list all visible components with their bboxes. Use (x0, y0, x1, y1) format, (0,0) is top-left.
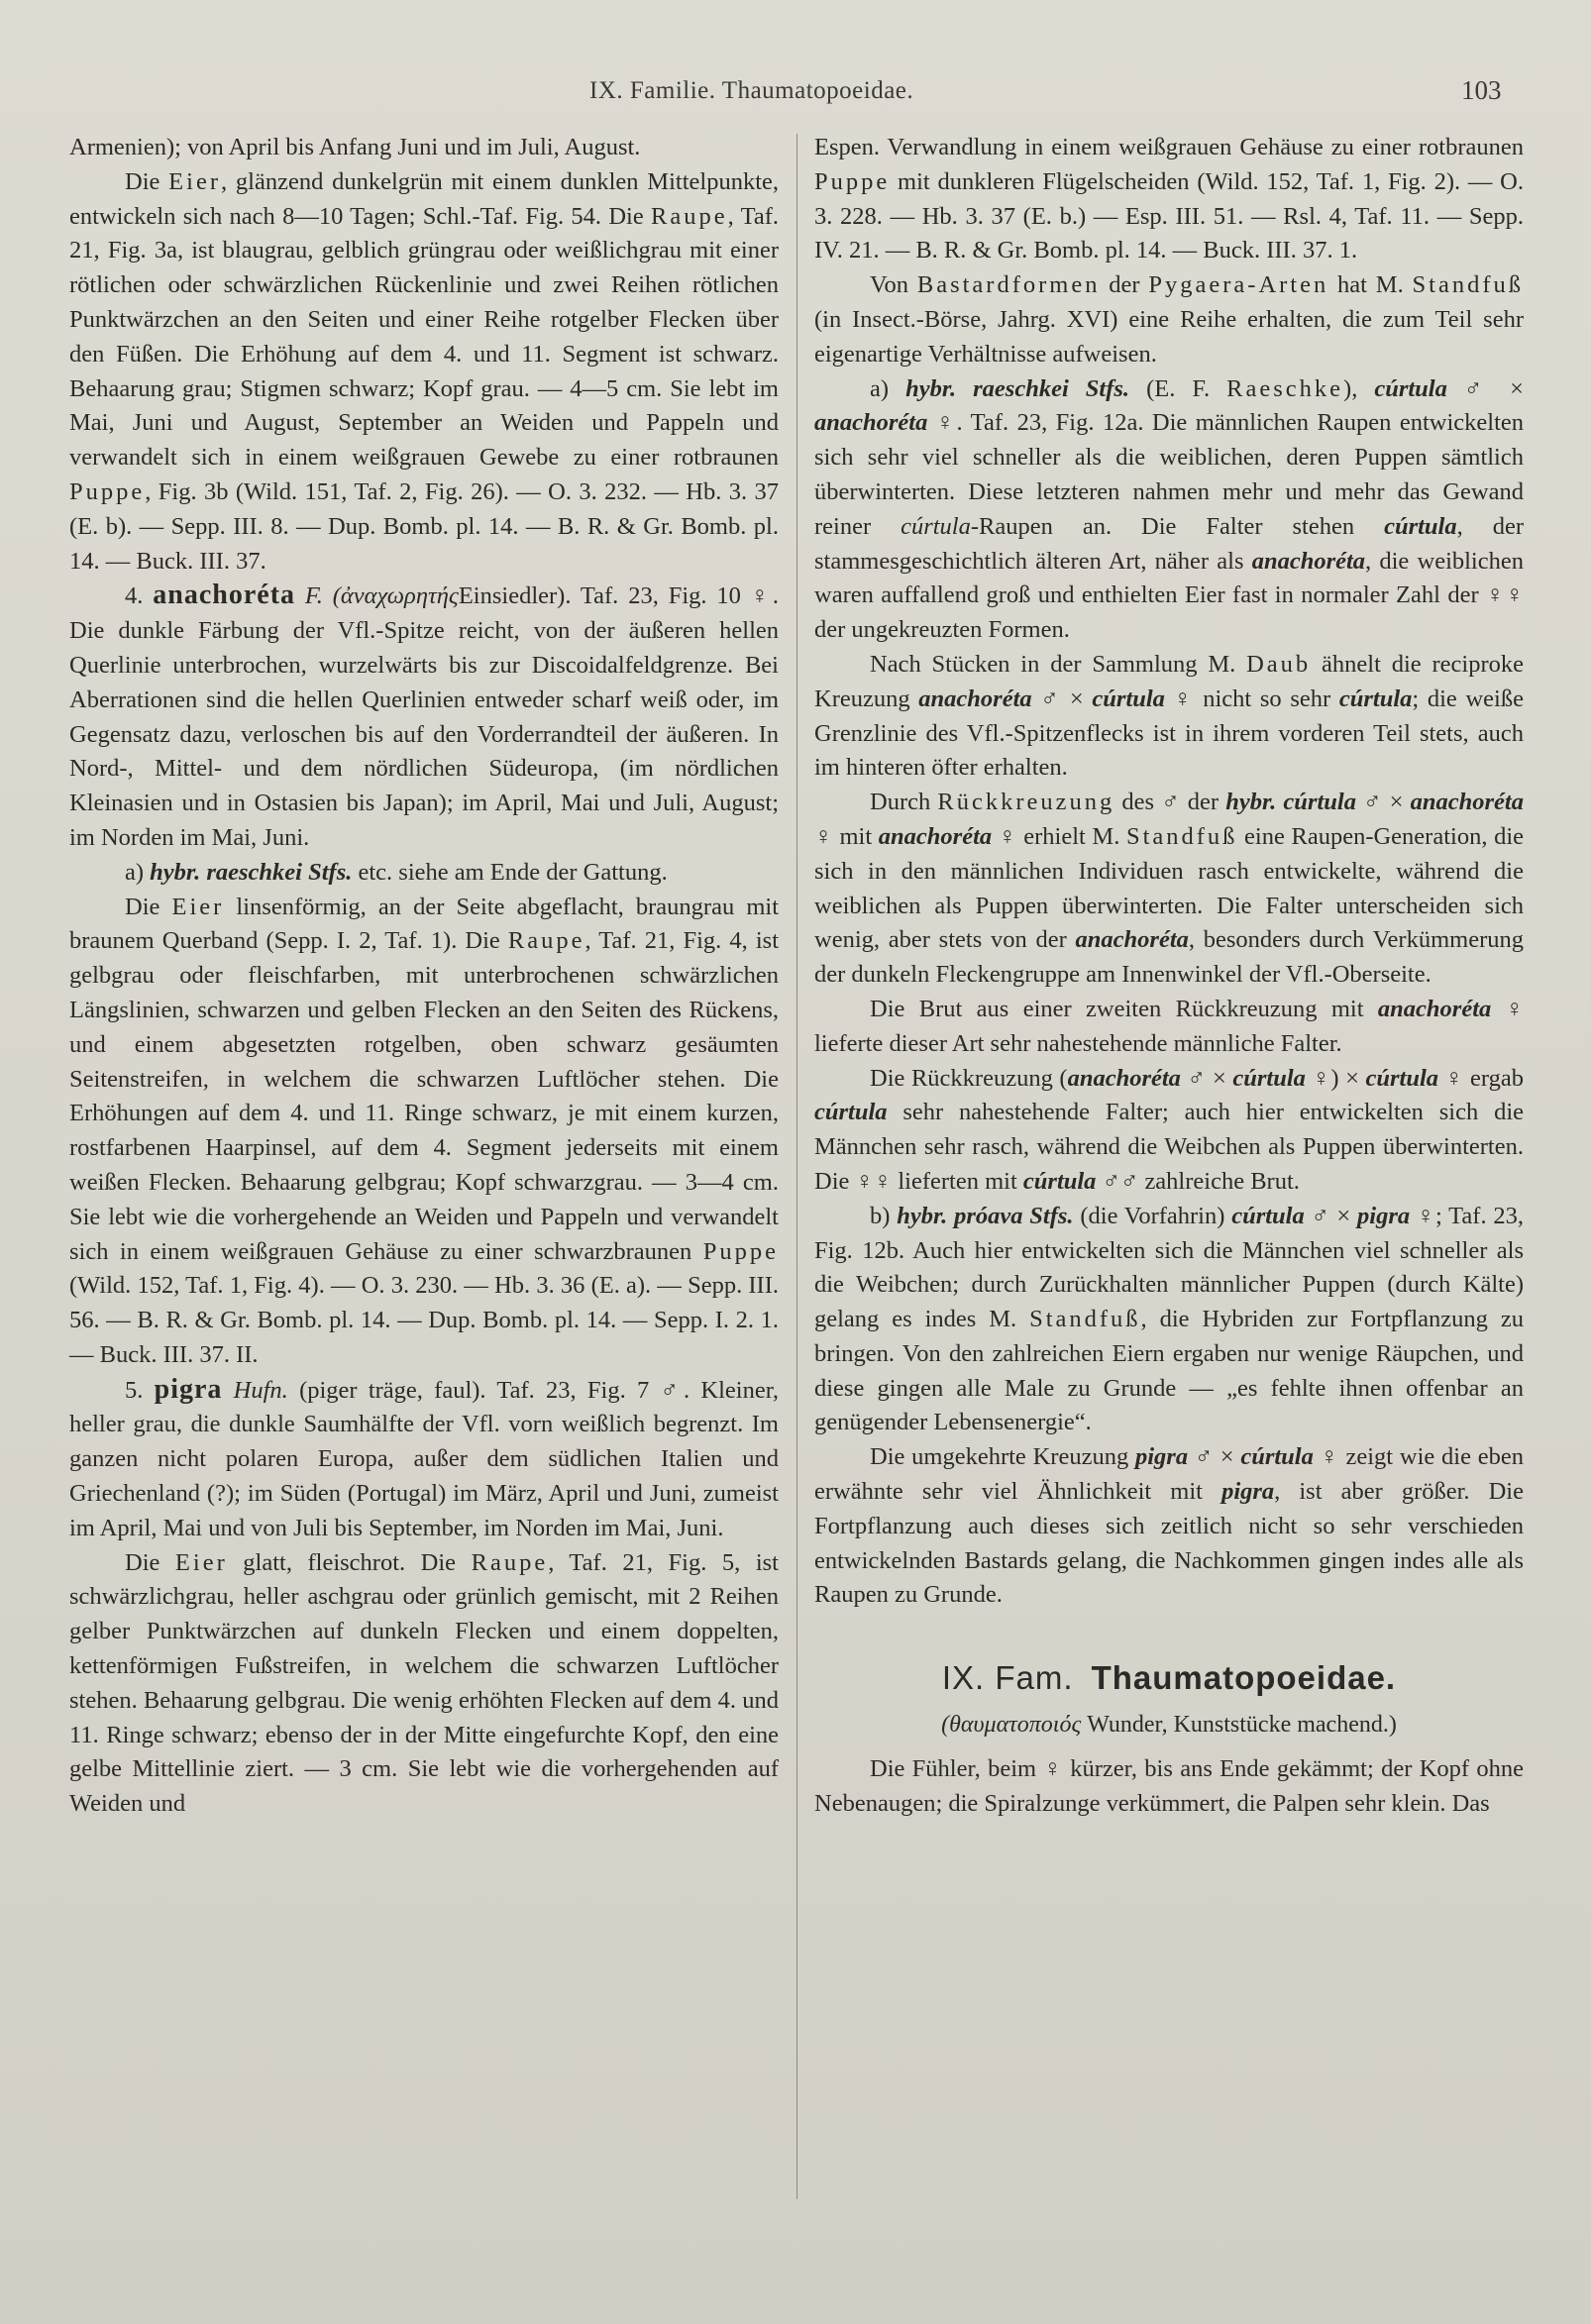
page-number: 103 (1461, 75, 1502, 105)
paragraph: Espen. Verwandlung in einem weißgrauen Gehäuse zu einer rotbraunen Puppe mit dunkleren Flügelscheiden (Wild. 152, Taf. 1, Fig. 2). — O. 3. 228. — Hb. 3. 37 (E. b.) — Esp. III. 51. — Rsl. 4, Taf. 11. — Sepp. IV. 21. — B. R. & Gr. Bomb. pl. 14. — Buck. III. 37. 1. (814, 134, 1524, 264)
family-heading: IX. Fam. Thaumatopoeidae. (941, 1659, 1397, 1697)
paragraph: Die Rückkreuzung (anachoréta ♂ × cúrtula ♀) × cúrtula ♀ ergab cúrtula sehr nahestehende Falter; auch hier entwickelten sich die Männchen sehr rasch, während die Weibchen als Puppen überwinterten. Die ♀♀ lieferten mit cúrtula ♂♂ zahlreiche Brut. (814, 1064, 1525, 1195)
paragraph: Die Eier linsenförmig, an der Seite abgeflacht, braungrau mit braunem Querband (Sepp. I. 2, Taf. 1). Die Raupe, Taf. 21, Fig. 4, ist gelbgrau oder fleischfarben, mit unterbrochenen schwärzlichen Längslinien, schwarzen und gelben Flecken an den Seiten des Rückens, und einem abgesetzten rotgelben, oben schwarz gesäumten Seitenstreifen, in welchem die schwarzen Luftlöcher stehen. Die Erhöhungen auf dem 4. und 11. Ringe schwarz, je mit einem kurzen, rostfarbenen Haarpinsel, auf dem 4. Segment jederseits mit einem weißen Flecken. Behaarung gelbgrau; Kopf schwarzgrau. — 3—4 cm. Sie lebt wie die vorhergehende an Weiden und Pappeln und verwandelt sich in einem weißgrauen Gehäuse zu einer schwarzbraunen Puppe (Wild. 152, Taf. 1, Fig. 4). — O. 3. 230. — Hb. 3. 36 (E. a). — Sepp. III. 56. — B. R. & Gr. Bomb. pl. 14. — Dup. Bomb. pl. 14. — Sepp. I. 2. 1. — Buck. III. 37. II. (69, 893, 780, 1368)
species-entry: 5. pigra Hufn. (piger träge, faul). Taf. 23, Fig. 7 ♂. Kleiner, heller grau, die dunkle Saumhälfte der Vfl. vorn weißlich begrenzt. Im ganzen nicht polaren Europa, außer dem südlichen Italien und Griechenland (?); im Süden (Portugal) im März, April und Juni, zumeist im April, Mai und von Juli bis September, im Norden im Mai, Juni. (69, 1373, 780, 1541)
column-divider (796, 134, 797, 2199)
species-name: anachoréta (153, 580, 296, 611)
paragraph: a) hybr. raeschkei Stfs. (E. F. Raeschke), cúrtula ♂ × anachoréta ♀. Taf. 23, Fig. 12a. Die männlichen Raupen entwickelten sich sehr viel schneller als die weiblichen, deren Puppen sämtlich überwinterten. Diese letzteren nahmen mehr und mehr das Gewand reiner cúrtula-Raupen an. Die Falter stehen cúrtula, der stammesgeschichtlich älteren Art, näher als anachoréta, die weiblichen waren auffallend groß und enthielten Eier fast in normaler Zahl der ♀♀ der ungekreuzten Formen. (814, 374, 1524, 644)
paragraph: Die Eier, glänzend dunkelgrün mit einem dunklen Mittelpunkte, entwickeln sich nach 8—10 Tagen; Schl.-Taf. Fig. 54. Die Raupe, Taf. 21, Fig. 3a, ist blaugrau, gelblich grüngrau oder weißlichgrau mit einer rötlichen oder schwärzlichen Rückenlinie und zwei Reihen rötlichen Punktwärzchen an den Seiten und einer Reihe rotgelber Flecken über den Füßen. Die Erhöhung auf dem 4. und 11. Segment ist schwarz. Behaarung grau; Stigmen schwarz; Kopf grau. — 4—5 cm. Sie lebt im Mai, Juni und August, September an Weiden und Pappeln und verwandelt sich in einem weißgrauen Gewebe zu einer rotbraunen Puppe, Fig. 3b (Wild. 151, Taf. 2, Fig. 26). — O. 3. 232. — Hb. 3. 37 (E. b). — Sepp. III. 8. — Dup. Bomb. pl. 14. — B. R. & Gr. Bomb. pl. 14. — Buck. III. 37. (69, 167, 779, 575)
family-etymology: (θαυματοποιός Wunder, Kunststücke machend.) (941, 1712, 1397, 1739)
running-header (0, 71, 1591, 111)
running-title: IX. Familie. Thaumatopoeidae. (589, 77, 914, 104)
right-column (814, 131, 1524, 1822)
paragraph: Von Bastardformen der Pygaera-Arten hat M. Standfuß (in Insect.-Börse, Jahrg. XVI) eine Reihe erhalten, die zum Teil sehr eigenartige Verhältnisse aufweisen. (814, 271, 1524, 368)
paragraph: b) hybr. próava Stfs. (die Vorfahrin) cúrtula ♂ × pigra ♀; Taf. 23, Fig. 12b. Auch hier entwickelten sich die Männchen viel schneller als die Weibchen; durch Zurückhalten männlicher Puppen (durch Kälte) gelang es indes M. Standfuß, die Hybriden zur Fortpflanzung zu bringen. Von den zahlreichen Eiern ergaben nur wenige Räupchen, und diese gingen alle Male zu Grunde — „es fehlte ihnen offenbar an genügender Lebensenergie“. (814, 1202, 1525, 1436)
species-entry: 4. anachoréta F. (ἀναχωρητήςEinsiedler). Taf. 23, Fig. 10 ♀. Die dunkle Färbung der Vfl.-Spitze reicht, von der äußeren hellen Querlinie unterbrochen, wurzelwärts bis zur Discoidalfeldgrenze. Bei Aberrationen sind die hellen Querlinien entweder scharf weiß oder, im Gegensatz dazu, verloschen bis auf den Vorderrandteil der äußeren. In Nord-, Mittel- und dem nördlichen Südeuropa, (im nördlichen Kleinasien und in Ostasien bis Japan); im April, Mai und Juli, August; im Norden im Mai, Juni. (69, 580, 780, 851)
paragraph: Armenien); von April bis Anfang Juni und im Juli, August. (69, 134, 641, 160)
species-name: pigra (154, 1373, 223, 1405)
paragraph: Die umgekehrte Kreuzung pigra ♂ × cúrtula ♀ zeigt wie die eben erwähnte sehr viel Ähnlichkeit mit pigra, ist aber größer. Die Fortpflanzung auch dieses sich zeitlich nicht so sehr verschieden entwickelnden Bastards gelang, die Nachkommen gingen indes alle als Raupen zu Grunde. (814, 1443, 1525, 1609)
paragraph: Die Brut aus einer zweiten Rückkreuzung mit anachoréta ♀ lieferte dieser Art sehr nahestehende männliche Falter. (814, 995, 1524, 1057)
paragraph: Durch Rückkreuzung des ♂ der hybr. cúrtula ♂ × anachoréta ♀ mit anachoréta ♀ erhielt M. Standfuß eine Raupen-Generation, die sich in den männlichen Individuen rasch entwickelte, während die weiblichen als Puppen überwinterten. Die Falter unterscheiden sich wenig, aber stets von der anachoréta, besonders durch Verkümmerung der dunkeln Fleckengruppe am Innenwinkel der Vfl.-Oberseite. (814, 789, 1524, 989)
paragraph: Die Fühler, beim ♀ kürzer, bis ans Ende gekämmt; der Kopf ohne Nebenaugen; die Spiralzunge verkümmert, die Palpen sehr klein. Das (814, 1755, 1524, 1817)
left-column (69, 131, 779, 1822)
paragraph: Nach Stücken in der Sammlung M. Daub ähnelt die reciproke Kreuzung anachoréta ♂ × cúrtula ♀ nicht so sehr cúrtula; die weiße Grenzlinie des Vfl.-Spitzenflecks ist in ihrem vorderen Teil stets, auch im hinteren öfter erhalten. (814, 650, 1525, 782)
paragraph: Die Eier glatt, fleischrot. Die Raupe, Taf. 21, Fig. 5, ist schwärzlichgrau, heller aschgrau oder grünlich gemischt, mit 2 Reihen gelber Punktwärzchen auf dunkeln Flecken und einem doppelten, kettenförmigen Fußstreifen, in welchem die schwarzen Luftlöcher stehen. Behaarung gelbgrau. Die wenig erhöhten Flecken auf dem 4. und 11. Ringe schwarz; ebenso der in der Mitte eingefurchte Kopf, den eine gelbe Mittellinie ziert. — 3 cm. Sie lebt wie die vorhergehenden auf Weiden und (69, 1548, 779, 1818)
paragraph: a) hybr. raeschkei Stfs. etc. siehe am Ende der Gattung. (125, 858, 668, 886)
